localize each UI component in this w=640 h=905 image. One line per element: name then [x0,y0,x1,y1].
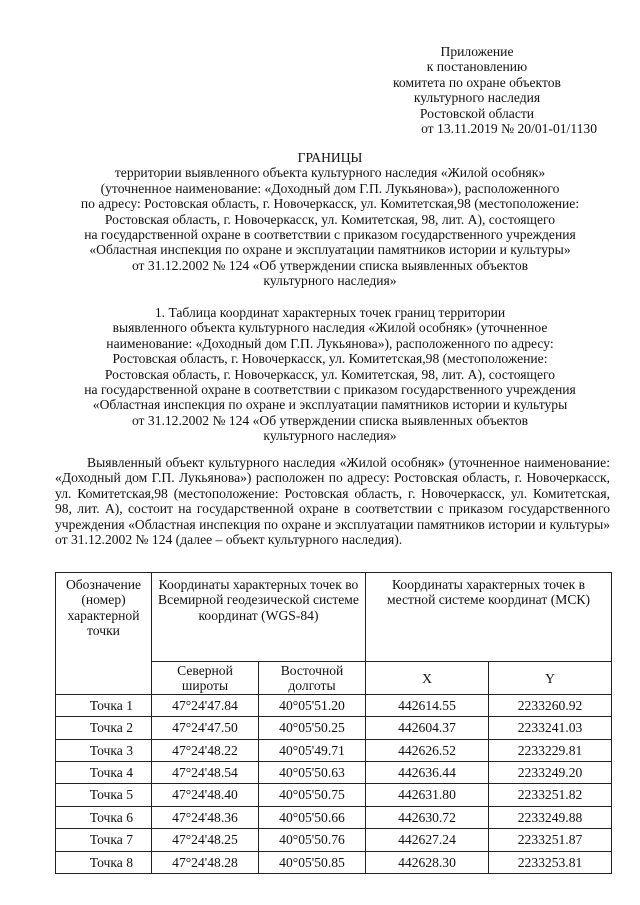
title-line: территории выявленного объекта культурного наследия «Жилой особняк» [114,165,546,181]
section-line: Ростовская область, г. Новочеркасск, ул. Комитетская,98 (местоположение: [112,351,548,367]
section-line: на государственной охране в соответствии с приказом государственного учреждения [84,382,576,398]
title-heading: ГРАНИЦЫ [297,150,363,165]
section-line: выявленного объекта культурного наследия «Жилой особняк» (уточненное [112,320,548,336]
point-y: 2233251.82 [489,784,612,806]
header-wgs84: Координаты характерных точек во Всемирной геодезической системе координат (WGS-84) [152,573,366,662]
point-name: Точка 5 [56,784,152,806]
point-name: Точка 7 [56,829,152,851]
header-y: Y [489,662,612,695]
point-latitude: 47°24'48.40 [152,784,259,806]
point-name: Точка 3 [56,739,152,761]
header-point-id: Обозначение (номер) характерной точки [56,573,152,695]
header-msk: Координаты характерных точек в местной системе координат (МСК) [366,573,612,662]
appendix-line: комитета по охране объектов [393,74,561,90]
point-latitude: 47°24'48.22 [152,739,259,761]
title-line: (уточненное наименование: «Доходный дом Г.П. Лукьянова»), расположенного [100,180,560,196]
appendix-line: Ростовской области [419,105,535,121]
header-north-latitude: Северной широты [152,662,259,695]
section-line: «Областная инспекция по охране и эксплуатации памятников истории и культуры [92,397,568,413]
point-x: 442631.80 [366,784,489,806]
appendix-line: Приложение [440,44,514,59]
section-line: Ростовская область, г. Новочеркасск, ул. Комитетская, 98, лит. А), состоящего [104,366,556,382]
section-line: наименование: «Доходный дом Г.П. Лукьянова»), расположенного по адресу: [106,335,554,351]
point-latitude: 47°24'48.36 [152,806,259,828]
point-longitude: 40°05'50.76 [259,829,366,851]
table-row [56,694,612,716]
table-row [56,717,612,739]
title-line: на государственной охране в соответствии с приказом государственного учреждения [84,227,576,243]
title-line: по адресу: Ростовская область, г. Новочеркасск, ул. Комитетская,98 (местоположение: [80,196,580,212]
document-title [30,150,630,289]
table-row [56,829,612,851]
point-y: 2233251.87 [489,829,612,851]
point-x: 442604.37 [366,717,489,739]
table-row [56,806,612,828]
appendix-header [357,44,597,136]
title-line: Ростовская область, г. Новочеркасск, ул. Комитетская, 98, лит. А), состоящего [104,211,556,227]
body-paragraph: Выявленный объект культурного наследия «Жилой особняк» (уточненное наименование: «Доходный дом Г.П. Лукьянова») расположен по адресу: Ростовская область, г. Новочеркасск, ул. Комитетская,98 (местоположение: Ростовская область, г. Новочеркасск, ул. Комитетская, 98, лит. А), состоит на государственной охране в соответствии с приказом государственного учреждения «Областная инспекция по охране и эксплуатации памятников истории и культуры» от 31.12.2002 № 124 (далее – объект культурного наследия). [55,455,610,548]
appendix-line: культурного наследия [413,90,541,106]
point-y: 2233260.92 [489,694,612,716]
section-line: от 31.12.2002 № 124 «Об утверждении списка выявленных объектов [131,412,529,428]
point-x: 442626.52 [366,739,489,761]
table-row [56,739,612,761]
point-y: 2233249.88 [489,806,612,828]
point-longitude: 40°05'49.71 [259,739,366,761]
section-line: 1. Таблица координат характерных точек границ территории [154,305,506,320]
point-longitude: 40°05'50.66 [259,806,366,828]
point-longitude: 40°05'50.75 [259,784,366,806]
point-y: 2233241.03 [489,717,612,739]
point-longitude: 40°05'50.25 [259,717,366,739]
point-longitude: 40°05'51.20 [259,694,366,716]
point-name: Точка 2 [56,717,152,739]
point-y: 2233253.81 [489,851,612,873]
point-latitude: 47°24'48.54 [152,761,259,783]
title-line: «Областная инспекция по охране и эксплуатации памятников истории и культуры» [89,242,571,258]
point-longitude: 40°05'50.63 [259,761,366,783]
appendix-line: от 13.11.2019 № 20/01-01/1130 [421,121,597,137]
point-longitude: 40°05'50.85 [259,851,366,873]
point-name: Точка 6 [56,806,152,828]
table-row [56,851,612,873]
point-x: 442630.72 [366,806,489,828]
point-latitude: 47°24'47.50 [152,717,259,739]
point-name: Точка 8 [56,851,152,873]
header-east-longitude: Восточной долготы [259,662,366,695]
point-name: Точка 1 [56,694,152,716]
point-latitude: 47°24'48.28 [152,851,259,873]
point-x: 442614.55 [366,694,489,716]
point-name: Точка 4 [56,761,152,783]
title-line: от 31.12.2002 № 124 «Об утверждении списка выявленных объектов [131,257,529,273]
point-x: 442627.24 [366,829,489,851]
header-x: X [366,662,489,695]
point-latitude: 47°24'48.25 [152,829,259,851]
point-x: 442628.30 [366,851,489,873]
section-line: культурного наследия» [263,428,397,444]
point-y: 2233249.20 [489,761,612,783]
table-row [56,761,612,783]
point-y: 2233229.81 [489,739,612,761]
title-line: культурного наследия» [263,273,397,289]
table-row [56,784,612,806]
appendix-line: к постановлению [426,59,528,75]
coordinates-table [55,572,612,874]
point-x: 442636.44 [366,761,489,783]
section-heading [30,305,630,444]
point-latitude: 47°24'47.84 [152,694,259,716]
